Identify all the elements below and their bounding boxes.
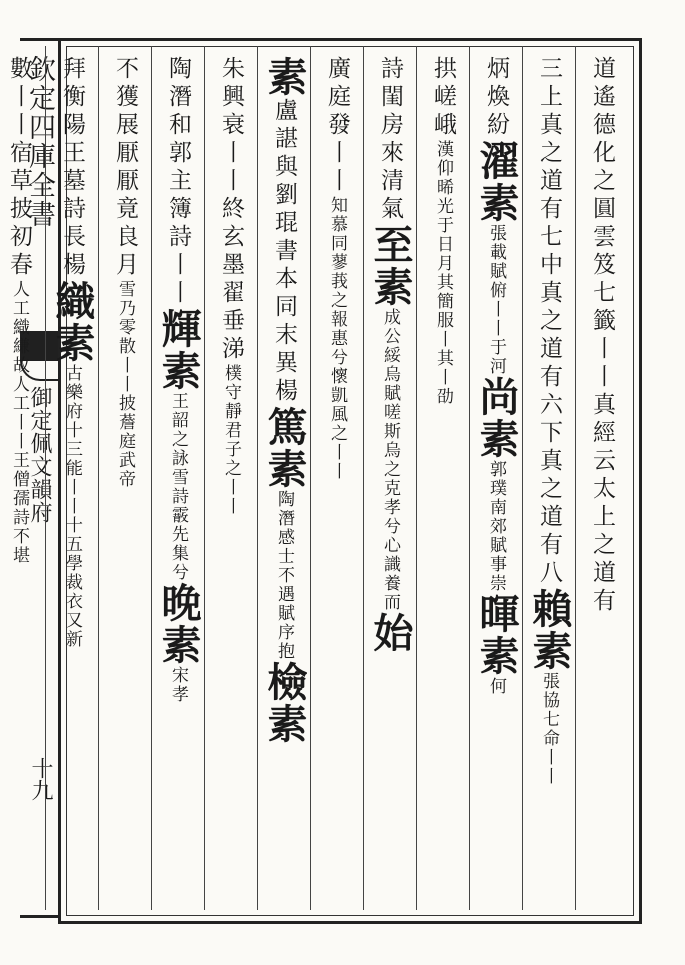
annotation-text: 陶潛感士不遇賦序抱 (274, 490, 294, 661)
annotation-text: 宋孝 (168, 666, 188, 704)
text-column (469, 46, 522, 910)
text-column (0, 46, 45, 910)
annotation-text: 成公綏烏賦嗟斯烏之克孝兮心識養而 (380, 308, 400, 612)
headword: 始 (367, 612, 414, 654)
annotation-text: 雪乃零散丨丨披薝庭 (115, 280, 135, 451)
body-text: 不獲展厭厭竟良月 (112, 56, 138, 280)
spine-collection-title: 欽定四庫全書 (24, 55, 55, 229)
body-text: 陶潛和郭主簿詩丨丨 (165, 56, 191, 308)
column-text (99, 56, 151, 910)
headword: 輝素 (155, 308, 202, 392)
text-column (310, 46, 363, 910)
body-text: 道遙德化之圓雲笈七籤 (589, 56, 615, 336)
column-text (417, 56, 469, 910)
annotation-text: 漢仰晞光于日月 (433, 140, 453, 273)
text-column (257, 46, 310, 910)
text-column (575, 46, 628, 910)
annotation-text: 郭璞南郊賦事崇 (486, 460, 506, 593)
text-column (363, 46, 416, 910)
text-column (98, 46, 151, 910)
headword: 濯素 (473, 140, 520, 224)
text-column (416, 46, 469, 910)
column-text (311, 56, 363, 910)
annotation-text: 其簡服丨其丨 (433, 273, 453, 387)
annotation-text: 樸守靜君子之丨丨 (221, 364, 241, 516)
body-text: 拜衡陽王墓詩長楊 (59, 56, 85, 280)
headword: 檢素 (261, 661, 308, 745)
column-text (205, 56, 257, 910)
body-text: 廣庭發丨丨 (324, 56, 350, 196)
body-text: 詩閨房來清氣 (377, 56, 403, 224)
annotation-text: 人工織縑故人工丨丨王僧孺詩不堪 (9, 280, 29, 565)
column-text (258, 56, 310, 910)
headword: 尚素 (473, 376, 520, 460)
annotation-text: 張載賦俯丨丨于河 (486, 224, 506, 376)
text-column (151, 46, 204, 910)
annotation-text: 何 (486, 677, 506, 696)
column-text (470, 56, 522, 910)
annotation-text: 古樂府十三能丨丨十五學裁衣又新 (62, 364, 82, 649)
spine-book-title: 御定佩文韻府 (27, 386, 52, 524)
column-text (576, 56, 628, 910)
body-text: 朱興衰丨丨終玄墨翟垂涕 (218, 56, 244, 364)
body-text: 拱嵯峨 (430, 56, 456, 140)
headword: 暉素 (473, 593, 520, 677)
headword: 素 (261, 56, 308, 98)
column-text (0, 56, 45, 910)
body-text: 三上真之道有七中真之道有六下真之道有八 (536, 56, 562, 588)
headword: 晚素 (155, 582, 202, 666)
text-column (204, 46, 257, 910)
column-text (152, 56, 204, 910)
text-column (522, 46, 575, 910)
body-text: 丨丨真經云太上之道有 (589, 336, 615, 616)
annotation-text: 武帝 (115, 451, 135, 489)
body-text: 炳煥紛 (483, 56, 509, 140)
annotation-text: 知慕同蓼莪之報惠兮懷凱風之丨丨 (327, 196, 347, 481)
headword: 至素 (367, 224, 414, 308)
column-text (46, 56, 98, 910)
text-column (45, 46, 98, 910)
headword: 賴素 (526, 588, 573, 672)
body-text: 數丨丨宿草披初春 (6, 56, 32, 280)
column-text (364, 56, 416, 910)
headword: 篤素 (261, 406, 308, 490)
annotation-text: 劭 (433, 387, 453, 406)
annotation-text: 王韶之詠雪詩霰先集兮 (168, 392, 188, 582)
annotation-text: 張協七命丨丨 (539, 672, 559, 786)
body-text: 盧諶與劉琨書本同末異楊 (271, 98, 297, 406)
column-text (523, 56, 575, 910)
spine-page-number: 十九 (28, 757, 53, 801)
headword: 織素 (49, 280, 96, 364)
